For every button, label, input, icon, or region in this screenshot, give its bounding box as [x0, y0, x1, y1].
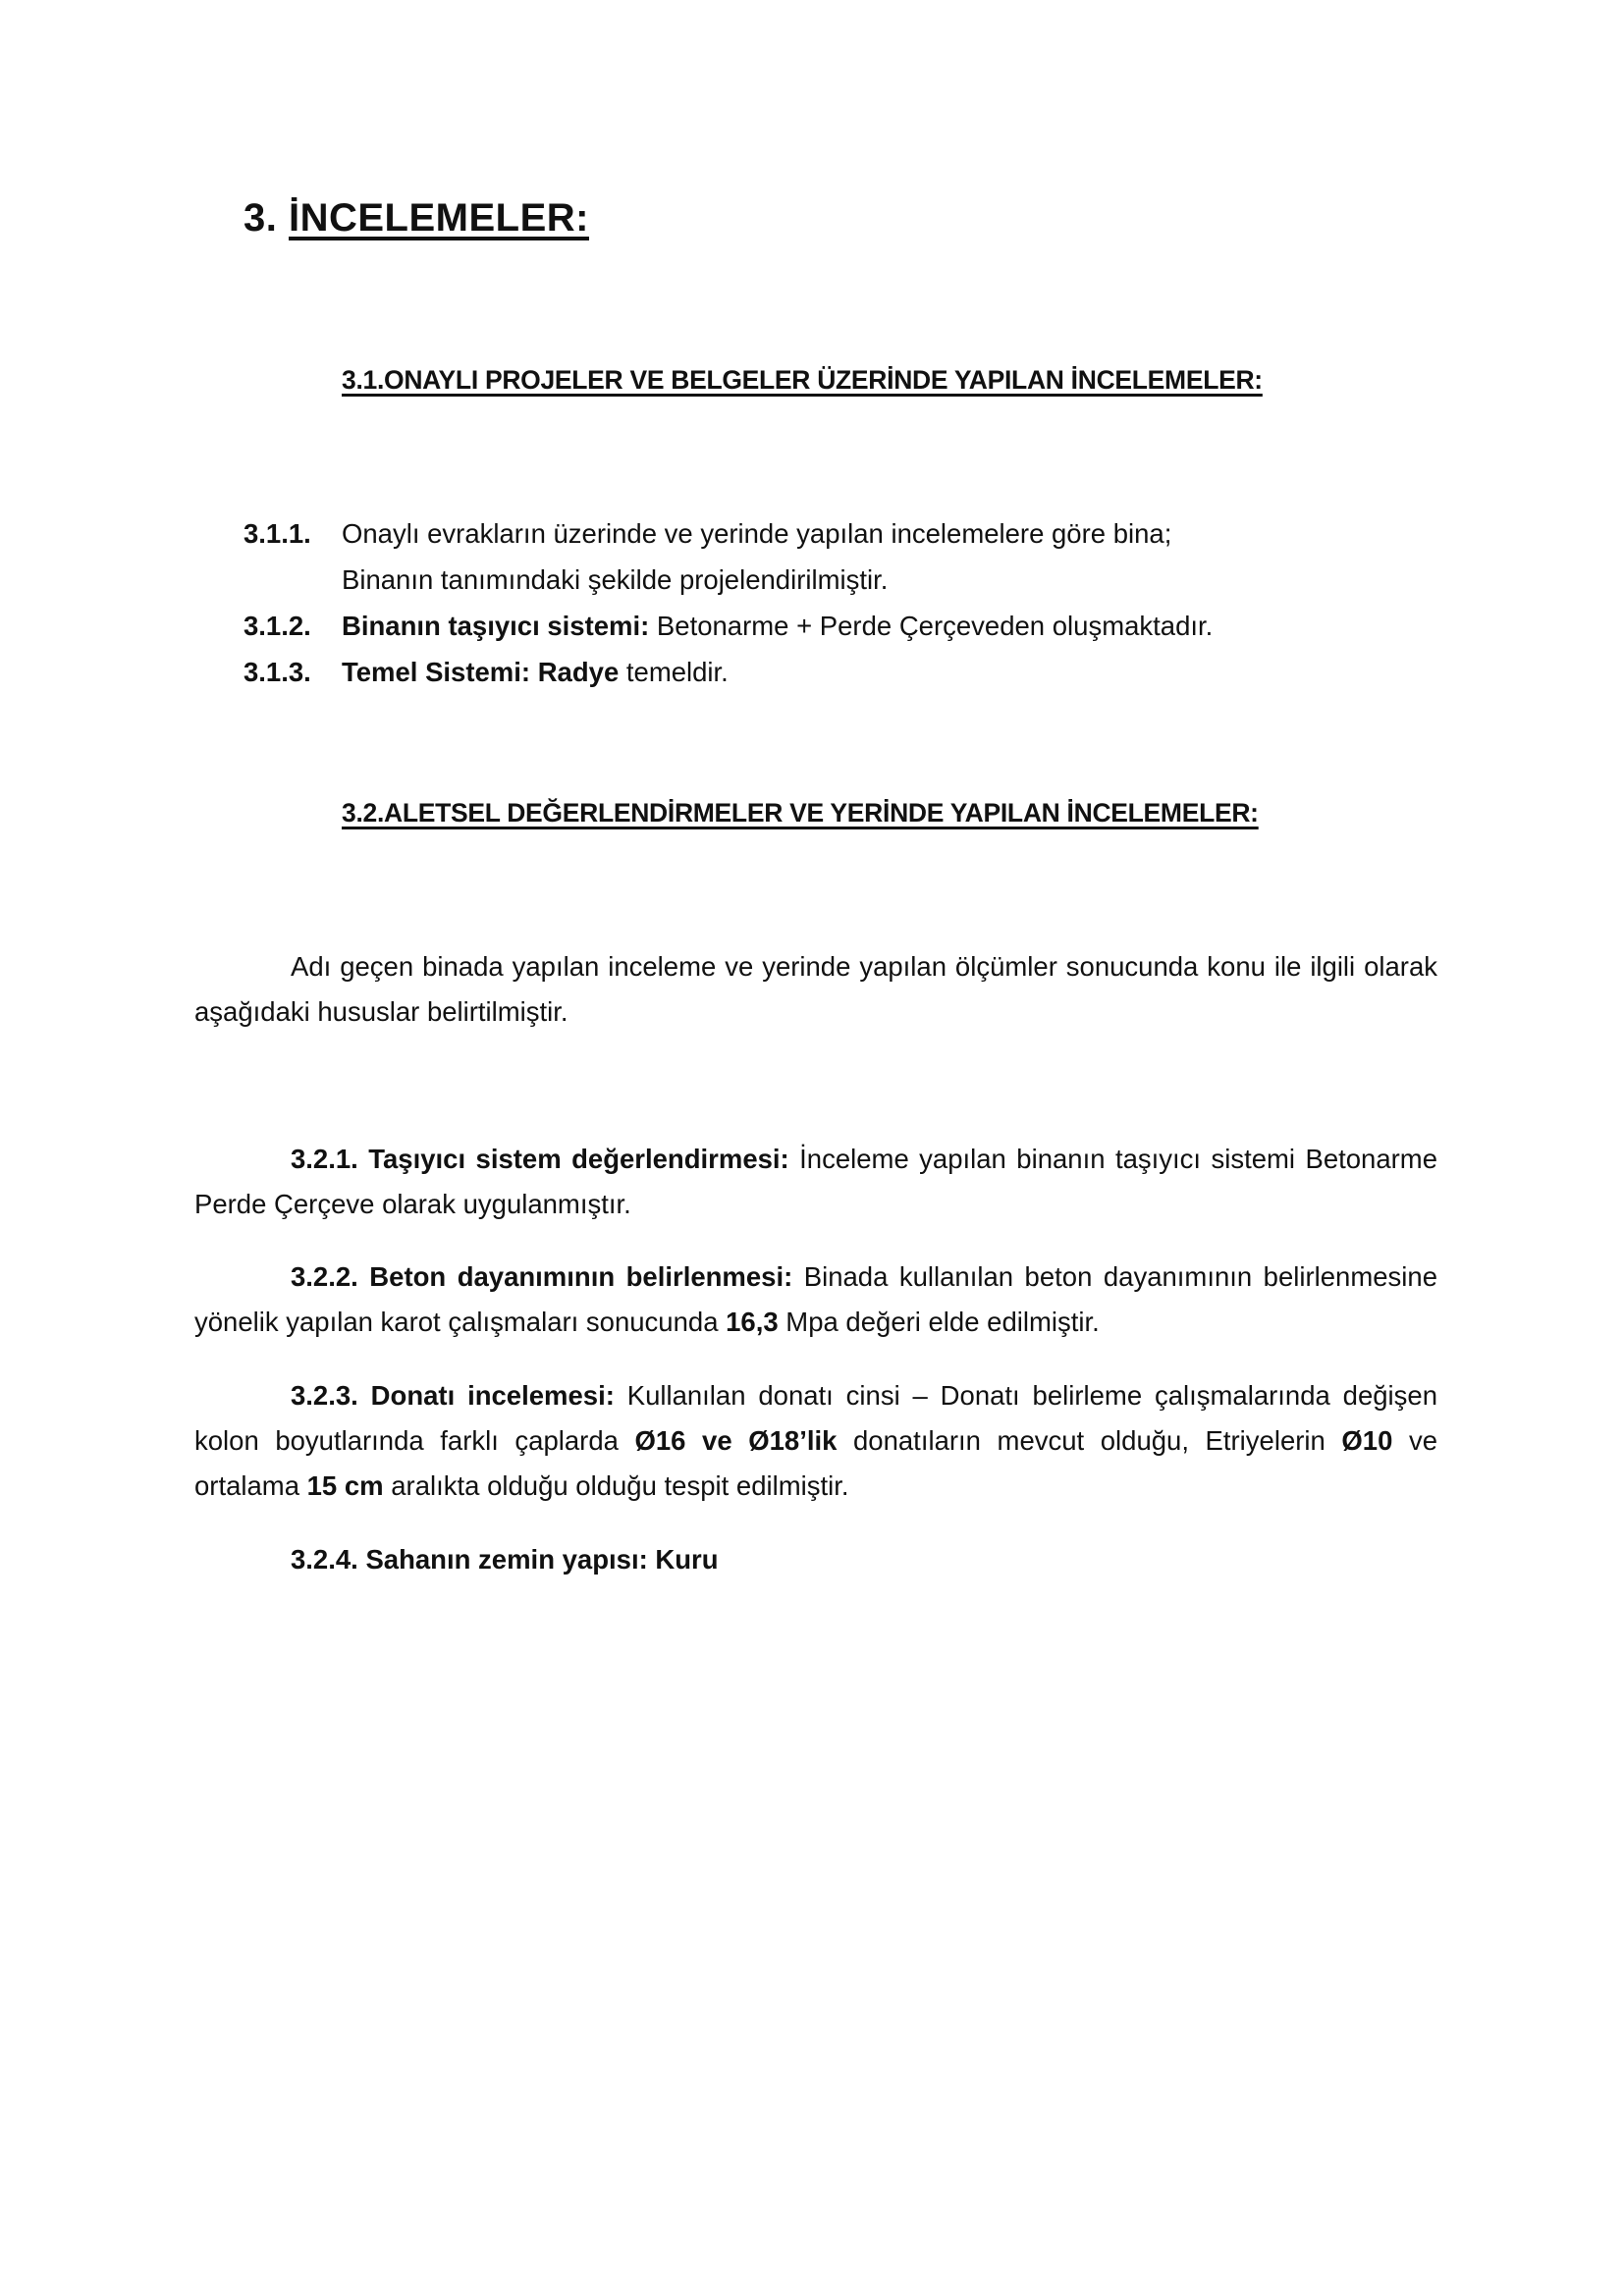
item-number: 3.1.3.: [243, 657, 311, 687]
page-title: [243, 196, 589, 240]
paragraph-3-2-1: [194, 1137, 1437, 1227]
paragraph-3-2-3: 3.2.3. Donatı incelemesi: Kullanılan donatı cinsi – Donatı belirleme çalışmalarında değişen kolon boyutlarında farklı çaplarda Ø16 ve Ø18’lik donatıların mevcut olduğu, Etriyelerin Ø10 ve ortalama 15 cm aralıkta olduğu olduğu tespit edilmiştir.: [194, 1380, 1437, 1501]
section-3-2-heading: 3.2.ALETSEL DEĞERLENDİRMELER VE YERİNDE YAPILAN İNCELEMELER:: [342, 798, 1259, 828]
paragraph-3-2-2: 3.2.2. Beton dayanımının belirlenmesi: Binada kullanılan beton dayanımının belirlenmesine yönelik yapılan karot çalışmaları sonucunda 16,3 Mpa değeri elde edilmiştir.: [194, 1261, 1437, 1337]
list-item-3-1-3: [243, 649, 1213, 695]
item-number: 3.1.1.: [243, 518, 311, 549]
item-text: Onaylı evrakların üzerinde ve yerinde yapılan incelemelere göre bina;: [342, 518, 1172, 549]
title-number: 3.: [243, 196, 278, 240]
item-number: 3.2.4.: [291, 1544, 358, 1575]
section-3-1-heading: 3.1.ONAYLI PROJELER VE BELGELER ÜZERİNDE YAPILAN İNCELEMELER:: [342, 365, 1263, 395]
item-text: İnceleme yapılan binanın taşıyıcı sistemi Betonarme Perde Çerçeve olarak uygulanmıştır.: [194, 1144, 1438, 1219]
concrete-strength-value: 16,3: [726, 1307, 779, 1337]
item-text: Betonarme + Perde Çerçeveden oluşmaktadır.: [649, 611, 1214, 641]
item-label: Donatı incelemesi:: [370, 1380, 615, 1411]
stirrup-spacing: 15 cm: [306, 1470, 384, 1501]
paragraph-3-2-4: [194, 1537, 1437, 1582]
item-text: Binanın tanımındaki şekilde projelendirilmiştir.: [342, 564, 889, 595]
item-number: 3.2.1.: [291, 1144, 358, 1174]
item-label: Beton dayanımının belirlenmesi:: [369, 1261, 793, 1292]
list-item-3-1-2: [243, 603, 1213, 649]
item-number: 3.2.2.: [291, 1261, 358, 1292]
item-number: 3.2.3.: [291, 1380, 358, 1411]
item-text: temeldir.: [619, 657, 729, 687]
item-label: Sahanın zemin yapısı: Kuru: [365, 1544, 719, 1575]
list-item-3-1-1: [243, 510, 1213, 557]
stirrup-diameter: Ø10: [1341, 1425, 1393, 1456]
section-3-1-list: [243, 510, 1213, 695]
item-number: 3.1.2.: [243, 611, 311, 641]
title-text: İNCELEMELER:: [288, 196, 589, 240]
item-label: Temel Sistemi: Radye: [342, 657, 620, 687]
item-label: Taşıyıcı sistem değerlendirmesi:: [368, 1144, 789, 1174]
rebar-diameters: Ø16 ve Ø18’lik: [634, 1425, 838, 1456]
item-label: Binanın taşıyıcı sistemi:: [342, 611, 650, 641]
section-3-2-intro: Adı geçen binada yapılan inceleme ve yerinde yapılan ölçümler sonucunda konu ile ilgili olarak aşağıdaki hususlar belirtilmiştir.: [194, 951, 1437, 1027]
list-item-3-1-1-continuation: [243, 557, 1213, 603]
